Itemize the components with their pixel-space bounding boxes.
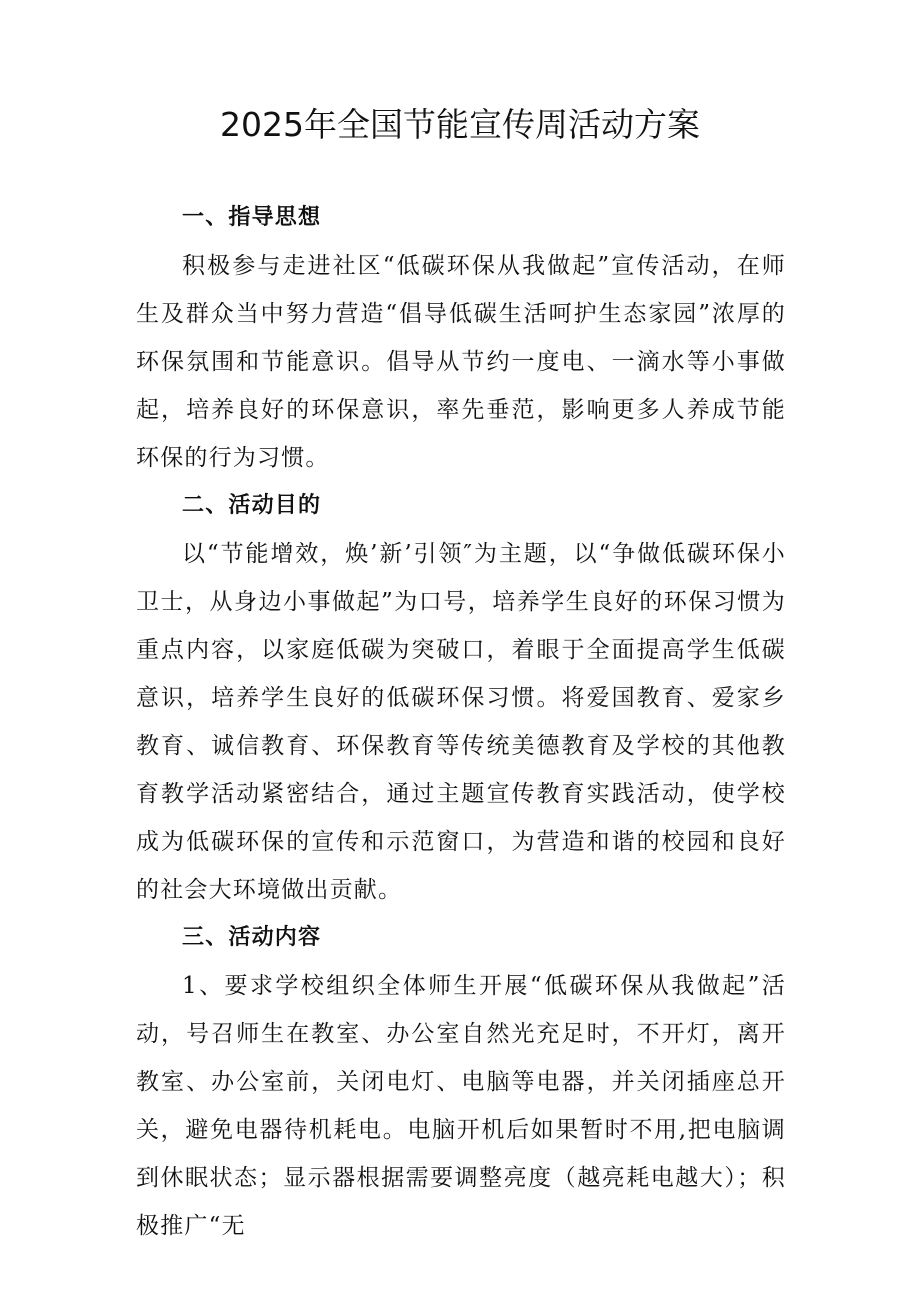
paragraph: 1、要求学校组织全体师生开展“低碳环保从我做起”活动，号召师生在教室、办公室自然光充足时，不开灯，离开教室、办公室前，关闭电灯、电脑等电器，并关闭插座总开关，避免电器待机耗电。电脑开机后如果暂时不用,把电脑调到休眠状态；显示器根据需要调整亮度（越亮耗电越大）；积极推广“无 <box>136 973 786 1239</box>
section-activity-purpose <box>136 482 786 914</box>
document-title: 2025年全国节能宣传周活动方案 <box>220 105 700 144</box>
section-guiding-ideology <box>136 194 786 482</box>
section-heading: 一、指导思想 <box>182 205 322 230</box>
section-heading: 二、活动目的 <box>182 493 322 518</box>
paragraph: 积极参与走进社区“低碳环保从我做起”宣传活动，在师生及群众当中努力营造“倡导低碳生活呵护生态家园”浓厚的环保氛围和节能意识。倡导从节约一度电、一滴水等小事做起，培养良好的环保意识，率先垂范，影响更多人养成节能环保的行为习惯。 <box>136 253 786 471</box>
section-activity-content <box>136 914 786 1250</box>
section-heading: 三、活动内容 <box>182 925 322 950</box>
paragraph: 以“节能增效，焕’新’引领″为主题，以“争做低碳环保小卫士，从身边小事做起”为口号，培养学生良好的环保习惯为重点内容，以家庭低碳为突破口，着眼于全面提高学生低碳意识，培养学生良好的低碳环保习惯。将爱国教育、爱家乡教育、诚信教育、环保教育等传统美德教育及学校的其他教育教学活动紧密结合，通过主题宣传教育实践活动，使学校成为低碳环保的宣传和示范窗口，为营造和谐的校园和良好的社会大环境做出贡献。 <box>136 541 786 903</box>
document-body <box>136 194 786 1250</box>
